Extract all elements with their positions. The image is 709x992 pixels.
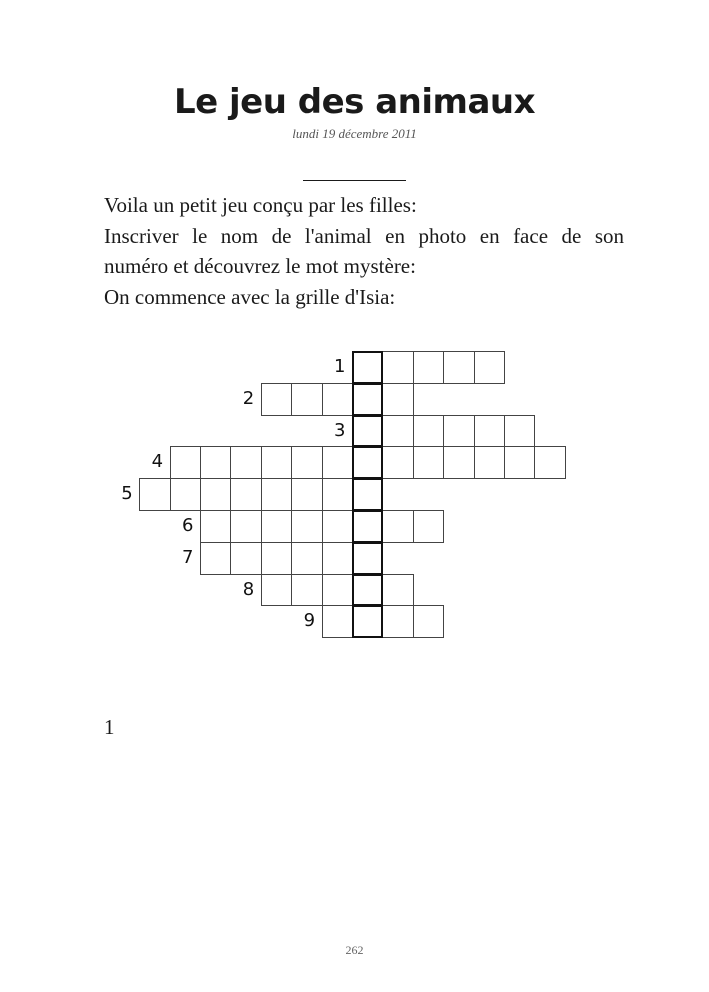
- clue-number: 4: [151, 451, 164, 473]
- crossword-cell[interactable]: [261, 383, 292, 416]
- crossword-cell[interactable]: [382, 605, 413, 638]
- crossword-cell[interactable]: [474, 351, 505, 384]
- crossword-cell[interactable]: [413, 351, 444, 384]
- mystery-cell[interactable]: [352, 605, 383, 638]
- crossword-cell[interactable]: [230, 478, 261, 511]
- crossword-cell[interactable]: [322, 478, 353, 511]
- crossword-cell[interactable]: [413, 446, 444, 479]
- crossword-cell[interactable]: [291, 542, 322, 575]
- crossword-cell[interactable]: [322, 605, 353, 638]
- crossword-cell[interactable]: [170, 478, 201, 511]
- crossword-cell[interactable]: [230, 446, 261, 479]
- crossword-cell[interactable]: [382, 510, 413, 543]
- mystery-cell[interactable]: [352, 415, 383, 448]
- crossword-cell[interactable]: [200, 510, 231, 543]
- crossword-cell[interactable]: [261, 510, 292, 543]
- crossword-cell[interactable]: [322, 383, 353, 416]
- mystery-cell[interactable]: [352, 383, 383, 416]
- crossword-cell[interactable]: [534, 446, 565, 479]
- clue-number: 7: [182, 546, 194, 568]
- instructions-paragraph: Inscriver le nom de l'animal en photo en face de son numéro et découvrez le mot mystère:: [104, 223, 624, 278]
- crossword-cell[interactable]: [382, 415, 413, 448]
- crossword-cell[interactable]: [382, 574, 413, 607]
- mystery-cell[interactable]: [352, 542, 383, 575]
- crossword-cell[interactable]: [382, 446, 413, 479]
- clue-number: 8: [242, 578, 255, 600]
- grid-intro-paragraph: On commence avec la grille d'Isia:: [104, 284, 396, 309]
- clue-number: 2: [242, 387, 255, 409]
- crossword-cell[interactable]: [230, 510, 261, 543]
- crossword-cell[interactable]: [291, 446, 322, 479]
- crossword-cell[interactable]: [474, 446, 505, 479]
- crossword-cell[interactable]: [443, 351, 474, 384]
- crossword-cell[interactable]: [474, 415, 505, 448]
- crossword-cell[interactable]: [443, 415, 474, 448]
- crossword-cell[interactable]: [322, 510, 353, 543]
- crossword-cell[interactable]: [291, 478, 322, 511]
- crossword-cell[interactable]: [382, 351, 413, 384]
- clue-number: 3: [334, 419, 346, 441]
- clue-number: 5: [121, 483, 133, 505]
- clue-number: 1: [334, 356, 346, 377]
- crossword-cell[interactable]: [382, 383, 413, 416]
- crossword-cell[interactable]: [261, 478, 292, 511]
- crossword-cell[interactable]: [261, 446, 292, 479]
- mystery-cell[interactable]: [352, 478, 383, 511]
- crossword-cell[interactable]: [504, 415, 535, 448]
- crossword-cell[interactable]: [261, 542, 292, 575]
- crossword-cell[interactable]: [261, 574, 292, 607]
- crossword-cell[interactable]: [413, 510, 444, 543]
- intro-paragraph: Voila un petit jeu conçu par les filles:: [104, 193, 417, 217]
- crossword-cell[interactable]: [200, 446, 231, 479]
- mystery-cell[interactable]: [352, 574, 383, 607]
- answer-list-number: 1: [104, 715, 115, 739]
- clue-number: 9: [303, 610, 316, 632]
- page-title: Le jeu des animaux: [173, 82, 536, 122]
- crossword-cell[interactable]: [322, 446, 353, 479]
- crossword-cell[interactable]: [504, 446, 535, 479]
- clue-number: 6: [182, 515, 194, 536]
- post-date: lundi 19 décembre 2011: [292, 126, 417, 141]
- crossword-cell[interactable]: [322, 574, 353, 607]
- crossword-cell[interactable]: [200, 478, 231, 511]
- mystery-cell[interactable]: [352, 510, 383, 543]
- crossword-cell[interactable]: [322, 542, 353, 575]
- mystery-cell[interactable]: [352, 351, 383, 384]
- crossword-cell[interactable]: [139, 478, 170, 511]
- crossword-cell[interactable]: [443, 446, 474, 479]
- crossword-cell[interactable]: [170, 446, 201, 479]
- crossword-cell[interactable]: [200, 542, 231, 575]
- crossword-cell[interactable]: [291, 574, 322, 607]
- crossword-cell[interactable]: [291, 383, 322, 416]
- crossword-cell[interactable]: [230, 542, 261, 575]
- crossword-cell[interactable]: [291, 510, 322, 543]
- mystery-cell[interactable]: [352, 446, 383, 479]
- page-number: 262: [345, 943, 364, 957]
- crossword-cell[interactable]: [413, 415, 444, 448]
- crossword-cell[interactable]: [413, 605, 444, 638]
